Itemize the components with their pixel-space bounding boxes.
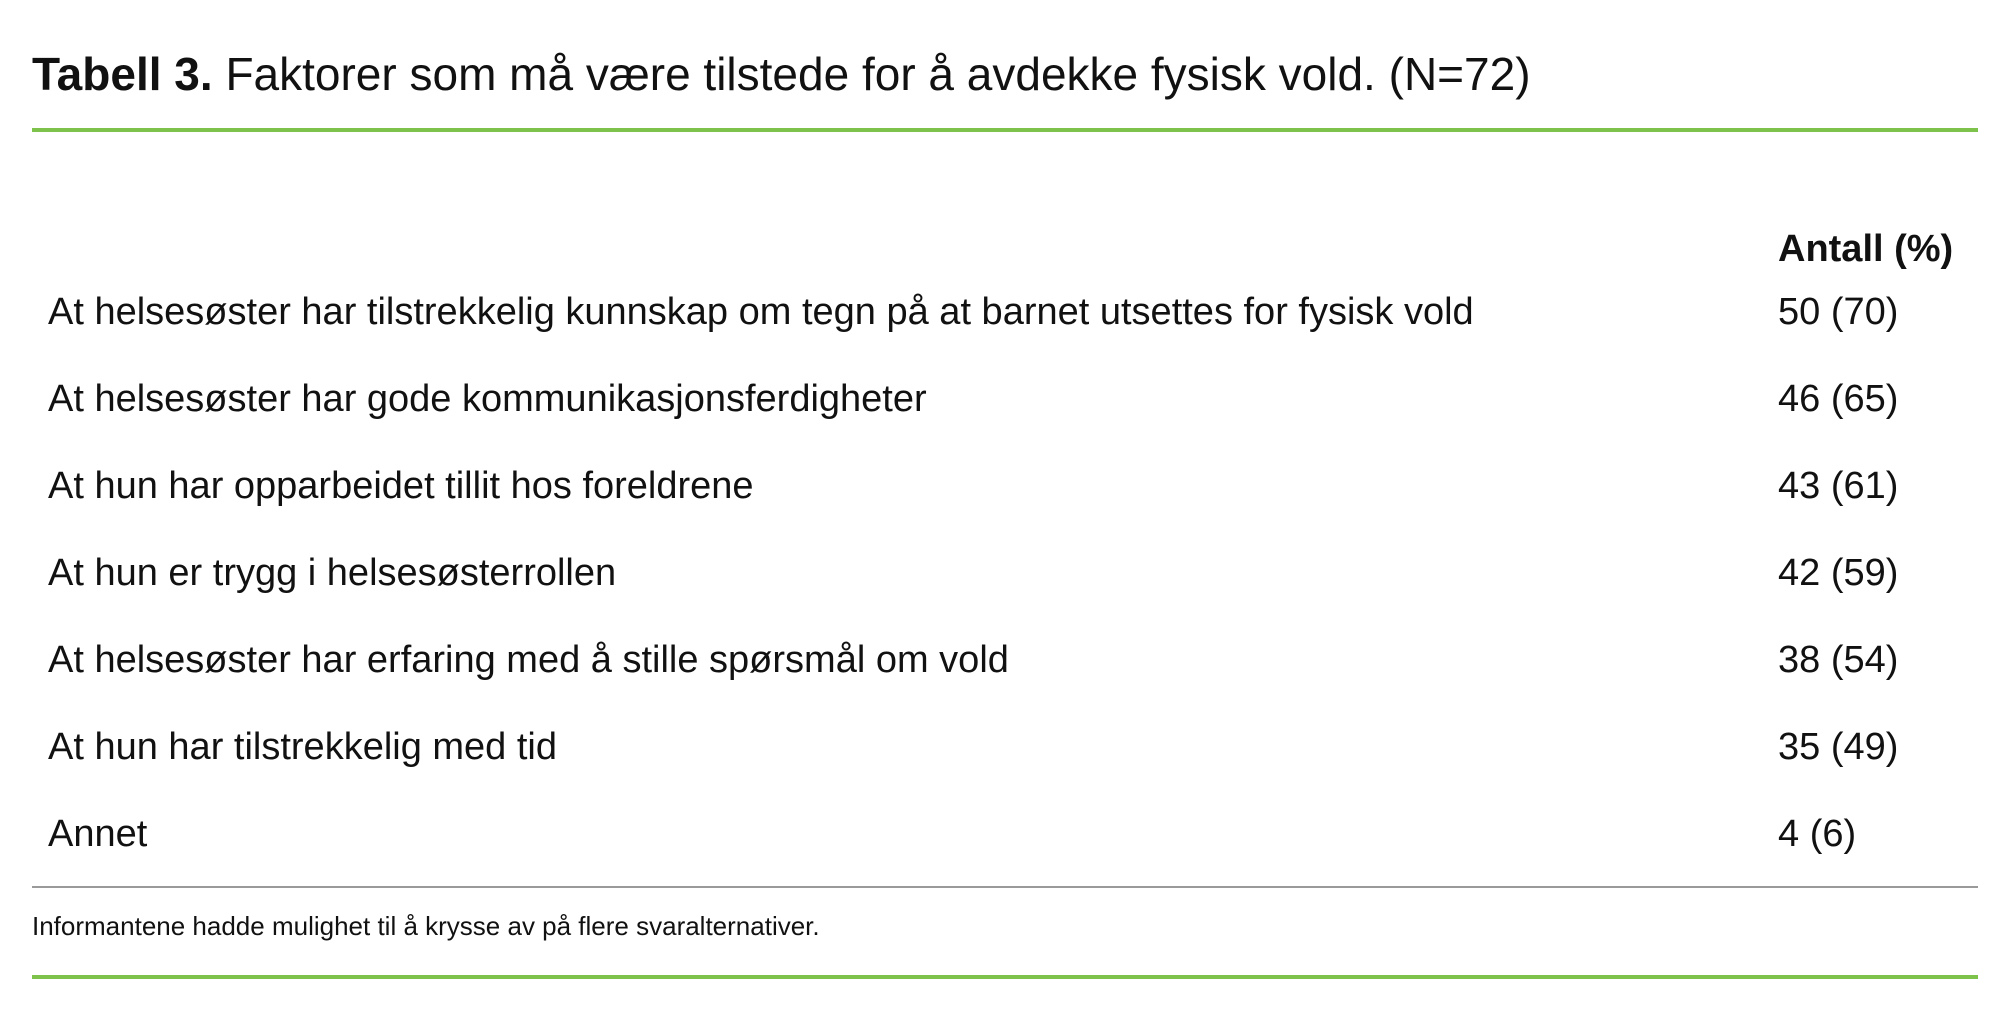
table-footnote: Informantene hadde mulighet til å krysse av på flere svaralternativer. [32,911,820,941]
row-value: 38 (54) [1778,639,1899,681]
table-row [48,547,1968,599]
row-value: 50 (70) [1778,291,1899,333]
row-value: 46 (65) [1778,378,1899,420]
row-label: Annet [48,813,148,855]
row-value: 42 (59) [1778,552,1899,594]
row-label: At hun har opparbeidet tillit hos foreldrene [48,465,754,507]
bottom-accent-rule [32,975,1978,979]
row-label: At helsesøster har gode kommunikasjonsferdigheter [48,378,927,420]
table-title [32,44,1531,104]
value-column-header: Antall (%) [1778,228,1954,270]
table-row [48,808,1968,860]
row-label: At hun er trygg i helsesøsterrollen [48,552,617,594]
table-bottom-rule [32,886,1978,888]
table-caption: Faktorer som må være tilstede for å avdekke fysisk vold. (N=72) [225,48,1531,100]
table-row [48,373,1968,425]
top-accent-rule [32,128,1978,132]
table-row [48,634,1968,686]
table-row [48,460,1968,512]
table-row [48,721,1968,773]
row-value: 35 (49) [1778,726,1899,768]
table-row [48,286,1968,338]
row-value: 43 (61) [1778,465,1899,507]
table-number: Tabell 3. [32,48,213,100]
row-label: At helsesøster har tilstrekkelig kunnskap om tegn på at barnet utsettes for fysisk vold [48,291,1474,333]
row-value: 4 (6) [1778,813,1857,855]
row-label: At hun har tilstrekkelig med tid [48,726,558,768]
row-label: At helsesøster har erfaring med å stille spørsmål om vold [48,639,1009,681]
